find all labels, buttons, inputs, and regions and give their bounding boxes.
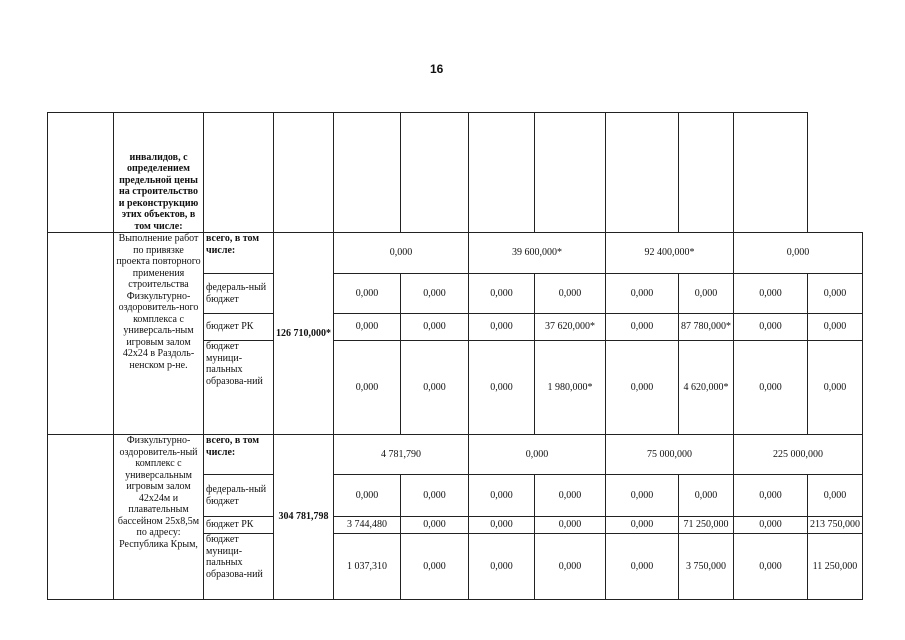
value-cell: 0,000: [469, 341, 535, 435]
value-cell: 0,000: [606, 475, 679, 517]
empty-cell: [606, 113, 679, 233]
value-cell: 0,000: [808, 341, 863, 435]
value-cell: 0,000: [401, 341, 469, 435]
continuation-text: инвалидов, с определением предельной цены на строительство и реконструкцию этих объектов, в том числе:: [114, 113, 204, 233]
value-cell: 0,000: [606, 517, 679, 534]
source-label: всего, в том числе:: [204, 233, 274, 274]
empty-cell: [274, 113, 334, 233]
empty-cell: [535, 113, 606, 233]
source-label: федераль-ный бюджет: [204, 475, 274, 517]
year-total: 225 000,000: [734, 435, 863, 475]
continuation-row: [48, 113, 863, 233]
value-cell: 0,000: [334, 314, 401, 341]
value-cell: 11 250,000: [808, 534, 863, 600]
empty-cell: [204, 113, 274, 233]
table-row: [48, 435, 863, 475]
year-total: 92 400,000*: [606, 233, 734, 274]
empty-cell: [734, 113, 808, 233]
row-number-cell: [48, 113, 114, 233]
value-cell: 0,000: [535, 475, 606, 517]
value-cell: 3 744,480: [334, 517, 401, 534]
source-label: бюджет РК: [204, 517, 274, 534]
value-cell: 0,000: [679, 475, 734, 517]
empty-cell: [469, 113, 535, 233]
value-cell: 4 620,000*: [679, 341, 734, 435]
project-name: Выполнение работ по привязке проекта повторного применения строительства Физкультурно-оздоровитель-ного комплекса с универсаль-ным игровым залом 42х24 в Раздоль-ненском р-не.: [114, 233, 204, 435]
source-label: бюджет РК: [204, 314, 274, 341]
empty-cell: [679, 113, 734, 233]
value-cell: 0,000: [334, 274, 401, 314]
row-number-cell: [48, 435, 114, 600]
value-cell: 0,000: [401, 314, 469, 341]
source-label: бюджет муници-пальных образова-ний: [204, 341, 274, 435]
page-number: 16: [430, 62, 444, 76]
year-total: 0,000: [469, 435, 606, 475]
value-cell: 0,000: [469, 274, 535, 314]
value-cell: 0,000: [469, 517, 535, 534]
value-cell: 0,000: [734, 517, 808, 534]
value-cell: 0,000: [734, 534, 808, 600]
empty-cell: [401, 113, 469, 233]
value-cell: 213 750,000: [808, 517, 863, 534]
budget-table: [47, 112, 863, 600]
year-total: 75 000,000: [606, 435, 734, 475]
value-cell: 1 980,000*: [535, 341, 606, 435]
empty-cell: [334, 113, 401, 233]
value-cell: 0,000: [606, 534, 679, 600]
value-cell: 0,000: [469, 534, 535, 600]
year-total: 39 600,000*: [469, 233, 606, 274]
value-cell: 0,000: [535, 274, 606, 314]
value-cell: 0,000: [679, 274, 734, 314]
value-cell: 37 620,000*: [535, 314, 606, 341]
value-cell: 0,000: [734, 475, 808, 517]
project-total: 304 781,798: [274, 435, 334, 600]
value-cell: 3 750,000: [679, 534, 734, 600]
value-cell: 0,000: [606, 341, 679, 435]
value-cell: 0,000: [734, 274, 808, 314]
value-cell: 0,000: [535, 517, 606, 534]
value-cell: 0,000: [401, 274, 469, 314]
project-name: Физкультурно-оздоровитель-ный комплекс с универсальным игровым залом 42х24м и плавательным бассейном 25х8,5м по адресу: Республика Крым,: [114, 435, 204, 600]
value-cell: 0,000: [334, 475, 401, 517]
value-cell: 0,000: [334, 341, 401, 435]
value-cell: 87 780,000*: [679, 314, 734, 341]
value-cell: 0,000: [469, 475, 535, 517]
year-total: 0,000: [734, 233, 863, 274]
value-cell: 0,000: [469, 314, 535, 341]
value-cell: 0,000: [401, 534, 469, 600]
value-cell: 0,000: [535, 534, 606, 600]
value-cell: 71 250,000: [679, 517, 734, 534]
table-row: [48, 233, 863, 274]
value-cell: 0,000: [401, 517, 469, 534]
value-cell: 0,000: [606, 274, 679, 314]
value-cell: 0,000: [808, 274, 863, 314]
year-total: 0,000: [334, 233, 469, 274]
value-cell: 0,000: [808, 475, 863, 517]
value-cell: 0,000: [734, 341, 808, 435]
year-total: 4 781,790: [334, 435, 469, 475]
source-label: всего, в том числе:: [204, 435, 274, 475]
value-cell: 0,000: [734, 314, 808, 341]
row-number-cell: [48, 233, 114, 435]
value-cell: 0,000: [606, 314, 679, 341]
source-label: федераль-ный бюджет: [204, 274, 274, 314]
project-total: 126 710,000*: [274, 233, 334, 435]
value-cell: 0,000: [401, 475, 469, 517]
source-label: бюджет муници-пальных образова-ний: [204, 534, 274, 600]
value-cell: 0,000: [808, 314, 863, 341]
value-cell: 1 037,310: [334, 534, 401, 600]
